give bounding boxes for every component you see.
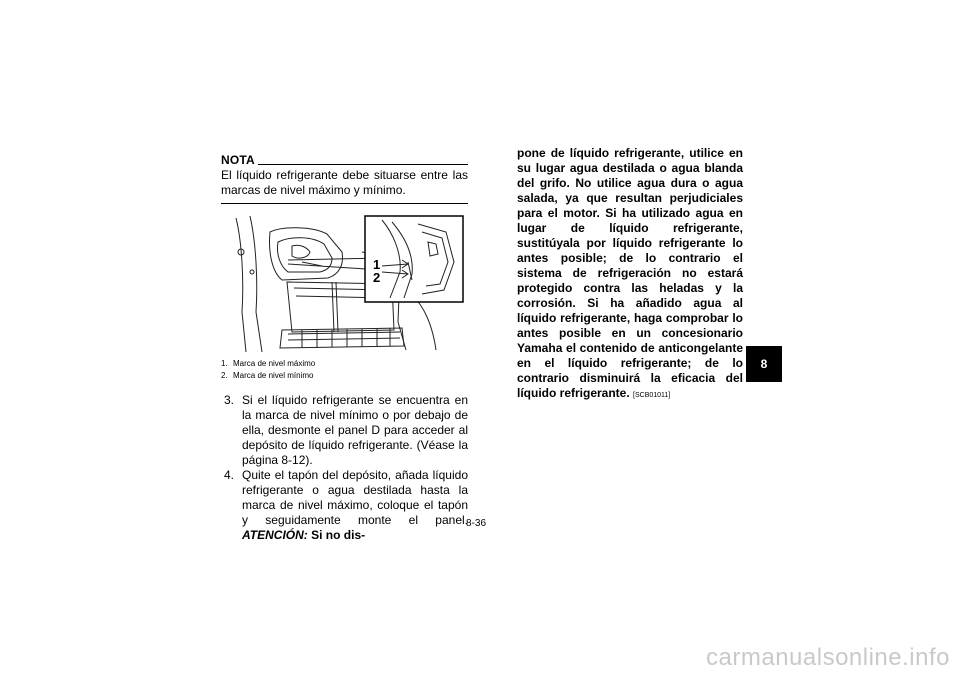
step-number: 4. (224, 468, 235, 482)
step-text: Quite el tapón del depósito, añada líquido refrigerante o agua destilada hasta la marca de nivel máximo, coloque el tapón y seguidamente monte el panel. (242, 468, 468, 527)
atencion-label: ATENCIÓN: (242, 528, 308, 542)
procedure-steps (221, 393, 468, 543)
coolant-reservoir-illustration (232, 212, 468, 352)
chapter-tab: 8 (746, 346, 782, 382)
reference-code: [SCB01011] (633, 392, 671, 399)
step-4 (221, 468, 468, 543)
nota-bottom-rule (221, 203, 468, 204)
caption-item: 1. Marca de nivel máximo (221, 359, 316, 368)
page-number: 8-36 (466, 518, 487, 529)
step-3 (221, 393, 468, 468)
nota-label: NOTA (221, 153, 255, 167)
atencion-text-continued (517, 146, 743, 403)
step-text: Si el líquido refrigerante se encuentra en la marca de nivel mínimo o por debajo de ella, desmonte el panel D para acceder al depósito de líquido refrigerante. (Véase la página 8-12). (242, 393, 468, 467)
atencion-text-start: Si no dis- (311, 528, 366, 542)
callout-2: 2 (373, 270, 381, 285)
atencion-body: pone de líquido refrigerante, utilice en su lugar agua destilada o agua blanda del grifo. No utilice agua dura o agua salada, ya que resultan perjudiciales para el motor. Si ha utilizado agua en lugar de líquido refrigerante, sustitúyala por líquido refrigerante lo antes posible; de lo contrario el sistema de refrigeración no estará protegido contra las heladas y la corrosión. Si ha añadido agua al líquido refrigerante, haga comprobar lo antes posible en un concesionario Yamaha el contenido de anticongelante en el líquido refrigerante; de lo contrario disminuirá la eficacia del líquido refrigerante. (517, 146, 743, 400)
step-number: 3. (224, 393, 235, 407)
figure-captions (221, 358, 468, 382)
caption-item: 2. Marca de nivel mínimo (221, 371, 314, 380)
nota-header (221, 153, 468, 169)
callout-1: 1 (373, 257, 381, 272)
nota-text: El líquido refrigerante debe situarse entre las marcas de nivel máximo y mínimo. (221, 168, 468, 197)
nota-rule (258, 164, 468, 165)
watermark: carmanualsonline.info (706, 644, 950, 671)
coolant-reservoir-figure (232, 212, 468, 352)
